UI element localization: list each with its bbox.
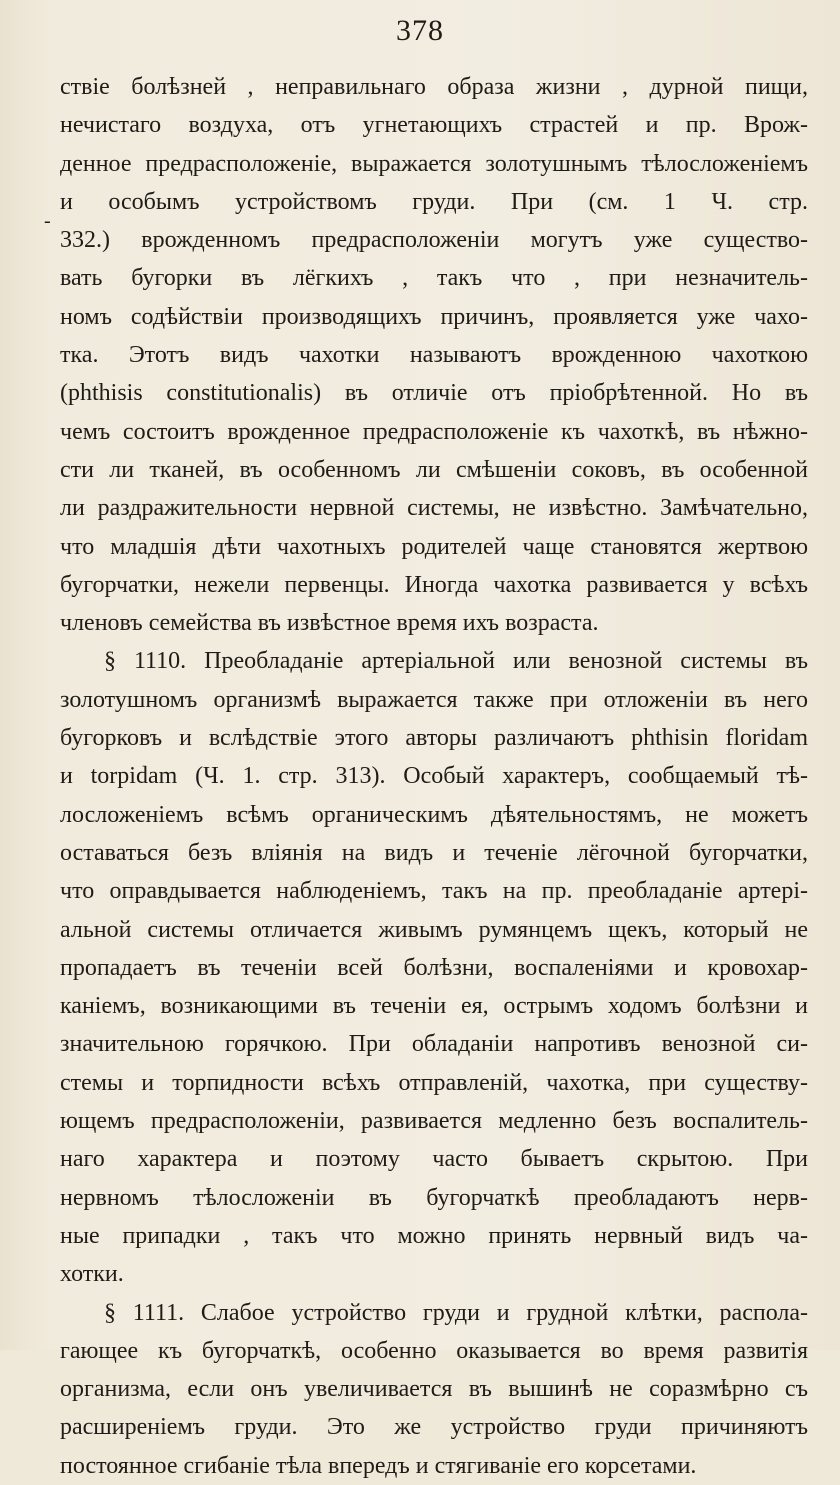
text-line: денное предрасположеніе, выражается золотушнымъ тѣлосложеніемъ (60, 150, 808, 177)
text-line: членовъ семейства въ извѣстное время ихъ возраста. (60, 610, 599, 637)
text-line: значительною горячкою. При обладаніи напротивъ венозной си- (60, 1031, 808, 1058)
text-line: нечистаго воздуха, отъ угнетающихъ страстей и пр. Врож- (60, 112, 808, 139)
text-line: бугорковъ и вслѣдствіе этого авторы различаютъ phthisin floridam (60, 725, 808, 752)
text-line: нервномъ тѣлосложеніи въ бугорчаткѣ преобладаютъ нерв- (60, 1184, 808, 1211)
page-number: 378 (396, 14, 444, 47)
text-line: ли раздражительности нервной системы, не извѣстно. Замѣчательно, (60, 495, 808, 522)
body-text (60, 68, 808, 1485)
text-line: хотки. (60, 1261, 124, 1288)
text-line: что оправдывается наблюденіемъ, такъ на пр. преобладаніе артері- (60, 878, 808, 905)
text-line: тка. Этотъ видъ чахотки называютъ врожденною чахоткою (60, 342, 808, 369)
text-line: 332.) врожденномъ предрасположеніи могутъ уже существо- (60, 227, 808, 254)
text-line: (phthisis constitutionalis) въ отличіе отъ пріобрѣтенной. Но въ (60, 380, 808, 407)
text-line: расширеніемъ груди. Это же устройство груди причиняютъ (60, 1414, 808, 1441)
text-line: золотушномъ организмѣ выражается также при отложеніи въ него (60, 686, 808, 713)
text-line: и torpidam (Ч. 1. стр. 313). Особый характеръ, сообщаемый тѣ- (60, 763, 808, 790)
text-line: каніемъ, возникающими въ теченіи ея, острымъ ходомъ болѣзни и (60, 993, 808, 1020)
text-line: постоянное сгибаніе тѣла впередъ и стягиваніе его корсетами. (60, 1452, 697, 1479)
text-line: § 1110. Преобладаніе артеріальной или венозной системы въ (104, 648, 808, 675)
text-line: вать бугорки въ лёгкихъ , такъ что , при незначитель- (60, 265, 808, 292)
text-line: § 1111. Слабое устройство груди и грудной клѣтки, распола- (104, 1299, 808, 1326)
text-line: лосложеніемъ всѣмъ органическимъ дѣятельностямъ, не можетъ (60, 801, 808, 828)
text-line: ные припадки , такъ что можно принять нервный видъ ча- (60, 1222, 808, 1249)
margin-mark: - (44, 210, 51, 232)
text-line: ющемъ предрасположеніи, развивается медленно безъ воспалитель- (60, 1108, 808, 1135)
text-line: организма, если онъ увеличивается въ вышинѣ не соразмѣрно съ (60, 1376, 808, 1403)
text-line: гающее къ бугорчаткѣ, особенно оказывается во время развитія (60, 1337, 808, 1364)
text-line: альной системы отличается живымъ румянцемъ щекъ, который не (60, 916, 808, 943)
text-line: ствіе болѣзней , неправильнаго образа жизни , дурной пищи, (60, 74, 808, 100)
text-line: пропадаетъ въ теченіи всей болѣзни, воспаленіями и кровохар- (60, 954, 808, 981)
text-line: что младшія дѣти чахотныхъ родителей чаще становятся жертвою (60, 533, 808, 560)
text-line: оставаться безъ вліянія на видъ и теченіе лёгочной бугорчатки, (60, 839, 808, 866)
text-line: сти ли тканей, въ особенномъ ли смѣшеніи соковъ, въ особенной (60, 456, 808, 483)
text-line: чемъ состоитъ врожденное предрасположеніе къ чахоткѣ, въ нѣжно- (60, 418, 808, 445)
text-line: и особымъ устройствомъ груди. При (см. 1 Ч. стр. (60, 188, 808, 215)
text-line: номъ содѣйствіи производящихъ причинъ, проявляется уже чахо- (60, 303, 808, 330)
text-line: наго характера и поэтому часто бываетъ скрытою. При (60, 1146, 808, 1173)
text-line: стемы и торпидности всѣхъ отправленій, чахотка, при существу- (60, 1069, 808, 1096)
text-line: бугорчатки, нежели первенцы. Иногда чахотка развивается у всѣхъ (60, 571, 808, 598)
